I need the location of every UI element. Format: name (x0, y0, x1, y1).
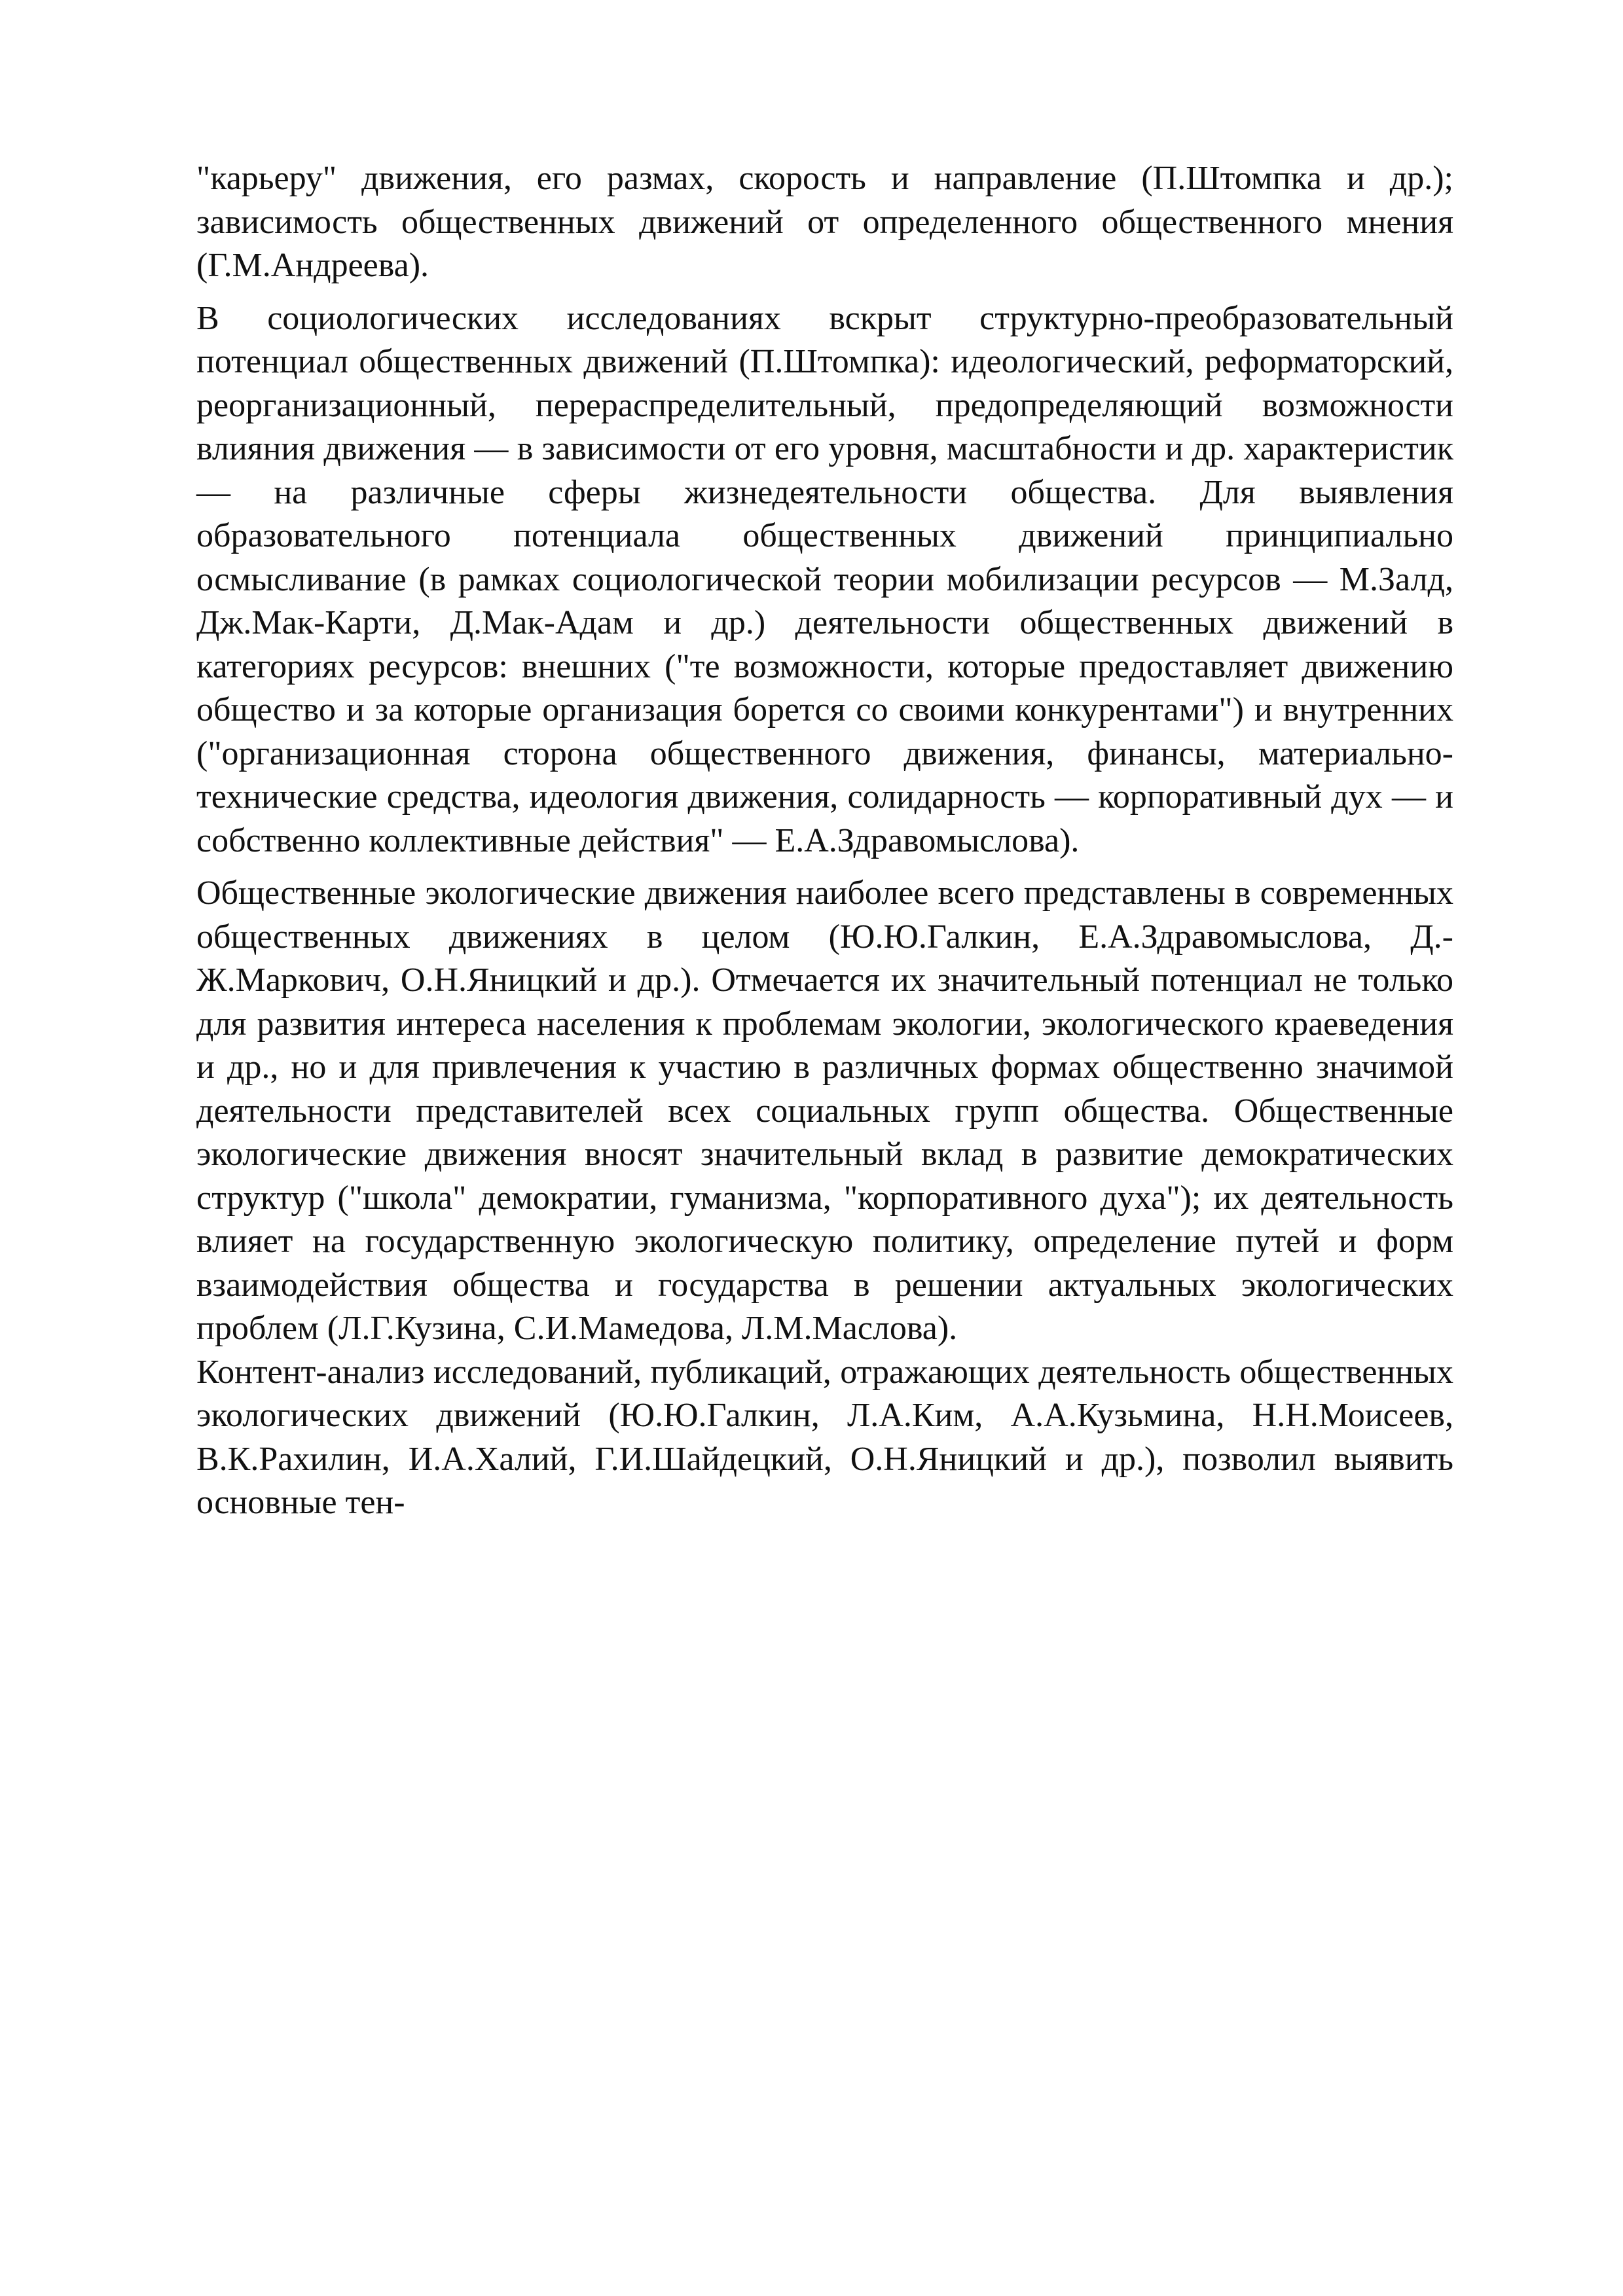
paragraph-4: Контент-анализ исследований, публикаций, отражающих деятельность общественных экологических движений (Ю.Ю.Галкин, Л.А.Ким, А.А.Кузьмина, Н.Н.Моисеев, В.К.Рахилин, И.А.Халий, Г.И.Шайдецкий, О.Н.Яницкий и др.), позволил выявить основные тен- (196, 1353, 1453, 1521)
text-column (196, 157, 1453, 1525)
paragraph-2: В социологических исследованиях вскрыт структурно-преобразовательный потенциал общественных движений (П.Штомпка): идеологический, реформаторский, реорганизационный, перераспределительный, предопределяющий возможности влияния движения — в зависимости от его уровня, масштабности и др. характеристик — на различные сферы жизнедеятельности общества. Для выявления образовательного потенциала общественных движений принципиально осмысливание (в рамках социологической теории мобилизации ресурсов — М.Залд, Дж.Мак-Карти, Д.Мак-Адам и др.) деятельности общественных движений в категориях ресурсов: внешних ("те возможности, которые предоставляет движению общество и за которые организация борется со своими конкурентами") и внутренних ("организационная сторона общественного движения, финансы, материально-технические средства, идеология движения, солидарность — корпоративный дух — и собственно коллективные действия" — Е.А.Здравомыслова). (196, 299, 1453, 859)
paragraph-1: "карьеру" движения, его размах, скорость и направление (П.Штомпка и др.); зависимость общественных движений от определенного общественного мнения (Г.М.Андреева). (196, 160, 1453, 284)
paragraph-3: Общественные экологические движения наиболее всего представлены в современных общественных движениях в целом (Ю.Ю.Галкин, Е.А.Здравомыслова, Д.-Ж.Маркович, О.Н.Яницкий и др.). Отмечается их значительный потенциал не только для развития интереса населения к проблемам экологии, экологического краеведения и др., но и для привлечения к участию в различных формах общественно значимой деятельности представителей всех социальных групп общества. Общественные экологические движения вносят значительный вклад в развитие демократических структур ("школа" демократии, гуманизма, "корпоративного духа"); их деятельность влияет на государственную экологическую политику, определение путей и форм взаимодействия общества и государства в решении актуальных экологических проблем (Л.Г.Кузина, С.И.Мамедова, Л.М.Маслова). (196, 874, 1453, 1347)
